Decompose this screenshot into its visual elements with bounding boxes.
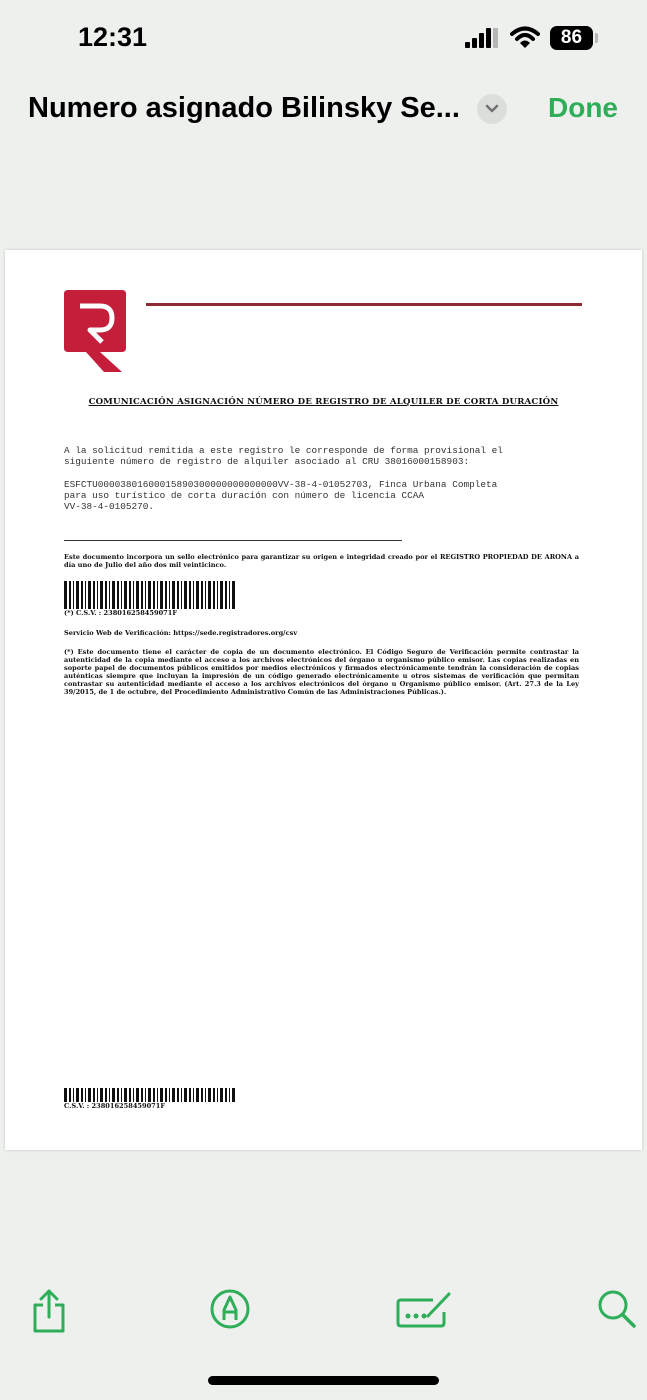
header-rule	[146, 303, 582, 306]
status-bar	[0, 0, 647, 76]
nav-bar	[0, 80, 647, 140]
footer-barcode	[64, 1088, 236, 1102]
csv-barcode	[64, 581, 236, 609]
signature-divider	[64, 540, 402, 541]
csv-code: (*) C.S.V. : 238016258459071F	[64, 609, 178, 617]
chevron-down-icon	[477, 94, 507, 124]
registradores-logo-icon	[64, 290, 126, 372]
document-page[interactable]	[5, 250, 642, 1150]
search-icon[interactable]	[596, 1288, 638, 1332]
request-paragraph: A la solicitud remitida a este registro le corresponde de forma provisional el siguiente número de registro de alquiler asociado al CRU 38016000158903:	[64, 445, 503, 467]
footer-csv-code: C.S.V. : 238016258459071F	[64, 1102, 166, 1110]
document-title: Numero asignado Bilinsky Se...	[28, 92, 460, 124]
bottom-toolbar	[0, 1280, 647, 1350]
doc-heading: COMUNICACIÓN ASIGNACIÓN NÚMERO DE REGISTRO DE ALQUILER DE CORTA DURACIÓN	[88, 397, 559, 407]
share-icon[interactable]	[30, 1288, 68, 1334]
signature-icon[interactable]	[395, 1288, 453, 1330]
status-time: 12:31	[78, 22, 148, 52]
battery-tip	[595, 33, 598, 43]
done-button[interactable]: Done	[548, 92, 618, 123]
home-indicator[interactable]	[208, 1376, 439, 1385]
wifi-icon	[510, 26, 540, 49]
markup-icon[interactable]	[209, 1288, 251, 1330]
legal-notice: (*) Este documento tiene el carácter de copia de un documento electrónico. El Código Seguro de Verificación permite contrastar la autenticidad de la copia mediante el acceso a los archivos electrónicos del órgano u organismo público emisor. Las copias realizadas en soporte papel de documentos públicos emitidos por medios electrónicos y firmados electrónicamente tendrán la consideración de copias auténticas siempre que incluyan la impresión de un código generado electrónicamente u otros sistemas de verificación que permitan contrastar su autenticidad mediante el acceso a los archivos electrónicos del órgano u Organismo público emisor. (Art. 27.3 de la Ley 39/2015, de 1 de octubre, del Procedimiento Administrativo Común de las Administraciones Públicas.).	[64, 648, 579, 696]
seal-statement: Este documento incorpora un sello electrónico para garantizar su origen e integridad creado por el REGISTRO PROPIEDAD DE ARONA a día uno de Julio del año dos mil veinticinco.	[64, 553, 579, 569]
battery-icon: 86	[550, 26, 593, 50]
title-menu-button[interactable]	[477, 94, 507, 124]
signal-icon	[465, 27, 499, 49]
registration-paragraph: ESFCTU00003801600015890300000000000000VV-38-4-01052703, Finca Urbana Completa para uso turístico de corta duración con número de licencia CCAA VV-38-4-0105270.	[64, 479, 498, 512]
verification-url: Servicio Web de Verificación: https://sede.registradores.org/csv	[64, 629, 298, 637]
